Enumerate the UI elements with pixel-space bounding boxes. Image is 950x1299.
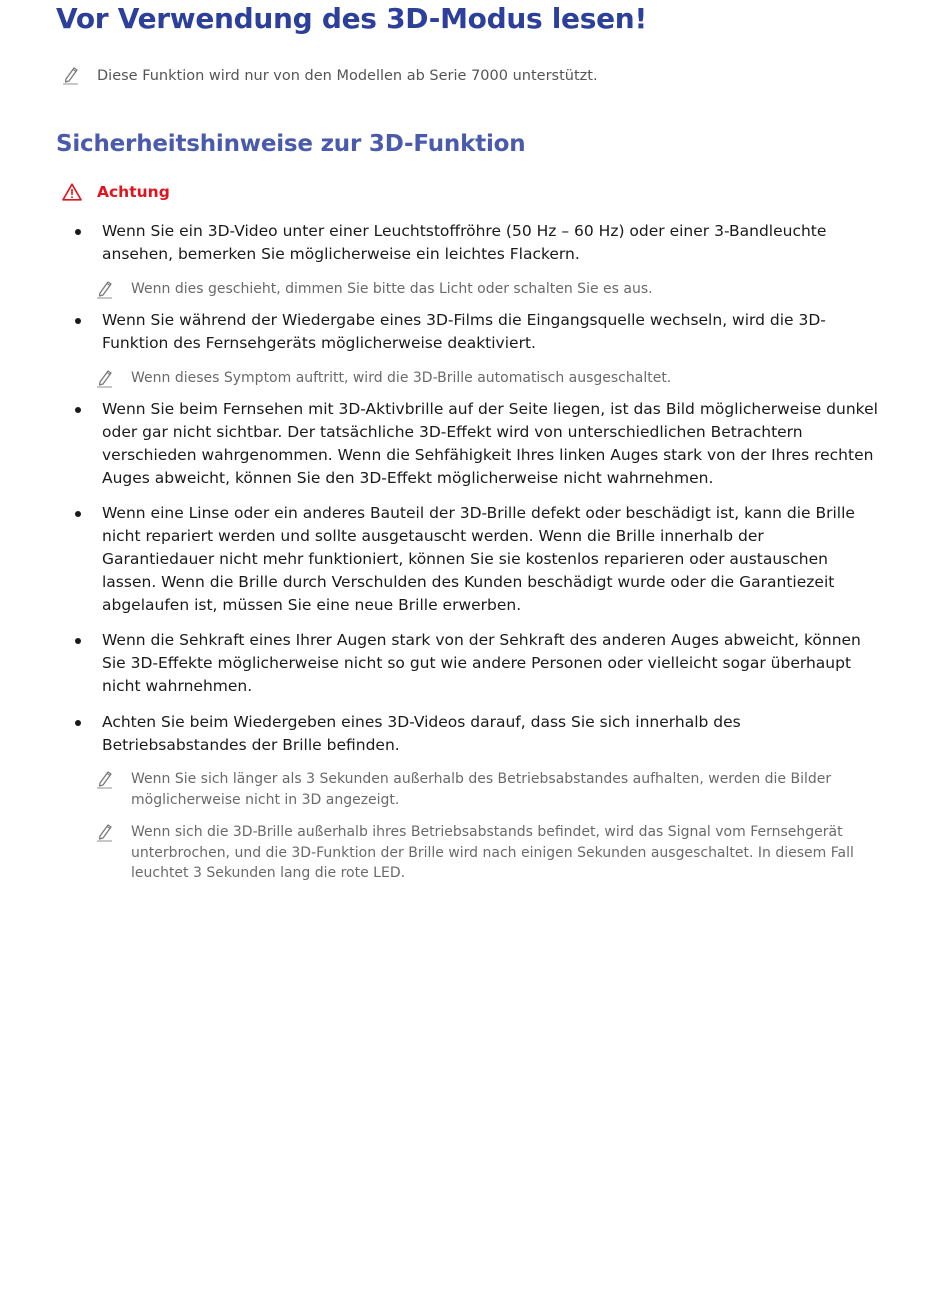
- bullet-dot: [75, 511, 81, 517]
- pencil-icon: [62, 65, 80, 85]
- list-item-text: Wenn Sie beim Fernsehen mit 3D-Aktivbrille auf der Seite liegen, ist das Bild möglicherweise dunkel oder gar nicht sichtbar. Der tatsächliche 3D-Effekt wird von unterschiedlichen Betrachtern verschieden wahrgenommen. Wenn die Sehfähigkeit Ihres linken Auges stark von der Ihres rechten Auges abweicht, können Sie den 3D-Effekt möglicherweise nicht wahrnehmen.: [102, 400, 878, 487]
- list-item: [72, 220, 880, 266]
- note-text: Wenn dies geschieht, dimmen Sie bitte das Licht oder schalten Sie es aus.: [131, 280, 653, 297]
- list-item-note: [96, 368, 880, 389]
- list-item: [72, 309, 880, 355]
- list-item-text: Wenn Sie ein 3D-Video unter einer Leuchtstoffröhre (50 Hz – 60 Hz) oder einer 3-Bandleuchte ansehen, bemerken Sie möglicherweise ein leichtes Flackern.: [102, 222, 827, 263]
- list-item: [72, 398, 880, 489]
- list-item: [72, 629, 880, 697]
- pencil-icon: [96, 769, 114, 789]
- note-text: Diese Funktion wird nur von den Modellen ab Serie 7000 unterstützt.: [97, 68, 598, 84]
- note-text: Wenn sich die 3D-Brille außerhalb ihres Betriebsabstands befindet, wird das Signal vom Fernsehgerät unterbrochen, und die 3D-Funktion der Brille wird nach einigen Sekunden ausgeschaltet. In diesem Fall leuchtet 3 Sekunden lang die rote LED.: [131, 824, 854, 882]
- bullet-dot: [75, 407, 81, 413]
- section-title: Sicherheitshinweise zur 3D-Funktion: [56, 131, 526, 157]
- warning-triangle-icon: [62, 183, 82, 201]
- list-item-text: Wenn die Sehkraft eines Ihrer Augen stark von der Sehkraft des anderen Auges abweicht, können Sie 3D-Effekte möglicherweise nicht so gut wie andere Personen oder vielleicht sogar überhaupt nicht wahrnehmen.: [102, 631, 861, 695]
- pencil-icon: [96, 368, 114, 388]
- page-title: Vor Verwendung des 3D-Modus lesen!: [56, 2, 647, 35]
- list-item: [72, 502, 880, 616]
- list-item-text: Wenn Sie während der Wiedergabe eines 3D-Films die Eingangsquelle wechseln, wird die 3D-Funktion des Fernsehgeräts möglicherweise deaktiviert.: [102, 311, 826, 352]
- note-text: Wenn dieses Symptom auftritt, wird die 3D-Brille automatisch ausgeschaltet.: [131, 369, 672, 386]
- note-text: Wenn Sie sich länger als 3 Sekunden außerhalb des Betriebsabstandes aufhalten, werden die Bilder möglicherweise nicht in 3D angezeigt.: [131, 771, 832, 808]
- caution-label: Achtung: [97, 183, 170, 201]
- list-item-text: Achten Sie beim Wiedergeben eines 3D-Videos darauf, dass Sie sich innerhalb des Betriebsabstandes der Brille befinden.: [102, 712, 741, 754]
- bullet-dot: [75, 720, 81, 726]
- pencil-icon: [96, 279, 114, 299]
- list-item-note: [96, 822, 880, 884]
- list-item-note: [96, 769, 880, 810]
- bullet-dot: [75, 638, 81, 644]
- list-item-text: Wenn eine Linse oder ein anderes Bauteil der 3D-Brille defekt oder beschädigt ist, kann die Brille nicht repariert werden und sollte ausgetauscht werden. Wenn die Brille innerhalb der Garantiedauer nicht mehr funktioniert, können Sie sie kostenlos reparieren oder austauschen lassen. Wenn die Brille durch Verschulden des Kunden beschädigt wurde oder die Garantiezeit abgelaufen ist, müssen Sie eine neue Brille erwerben.: [102, 504, 855, 614]
- bullet-dot: [75, 318, 81, 324]
- list-item-note: [96, 279, 880, 300]
- list-item: [72, 711, 880, 757]
- bullet-dot: [75, 229, 81, 235]
- pencil-icon: [96, 822, 114, 842]
- safety-list: [0, 220, 950, 884]
